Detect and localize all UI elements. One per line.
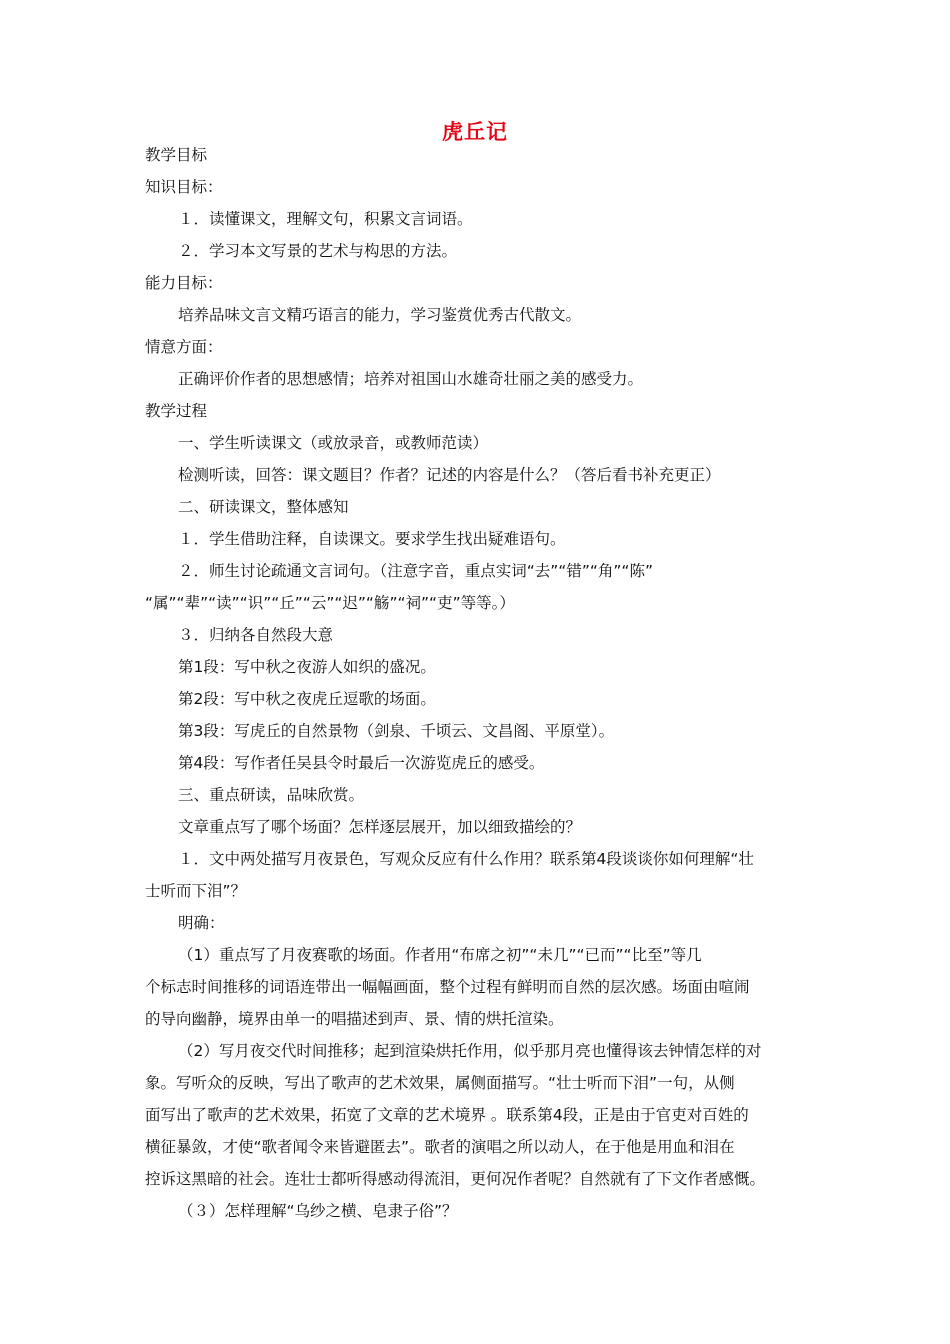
answer-2-line-2: 象。写听众的反映，写出了歌声的艺术效果，属侧面描写。“壮士听而下泪”一句，从侧 — [145, 1074, 735, 1092]
process-step-2-item-2-cont: “属”“辈”“读”“识”“丘”“云”“迟”“觞”“祠”“吏”等等。） — [145, 594, 515, 612]
process-step-3-question: 文章重点写了哪个场面？怎样逐层展开，加以细致描绘的？ — [178, 818, 582, 836]
process-step-3: 三、重点研读，品味欣赏。 — [178, 786, 365, 804]
paragraph-summary-1: 第1段：写中秋之夜游人如织的盛况。 — [178, 658, 436, 676]
heading-ability-goals: 能力目标： — [145, 274, 223, 292]
question-3: （３）怎样理解“乌纱之横、皂隶子俗”？ — [178, 1202, 458, 1220]
process-step-1-check: 检测听读，回答：课文题目？作者？记述的内容是什么？（答后看书补充更正） — [178, 466, 721, 484]
paragraph-summary-3: 第3段：写虎丘的自然景物（剑泉、千顷云、文昌阁、平原堂）。 — [178, 722, 615, 740]
heading-knowledge-goals: 知识目标： — [145, 178, 223, 196]
answer-2-line-3: 面写出了歌声的艺术效果，拓宽了文章的艺术境界 。联系第4段，正是由于官吏对百姓的 — [145, 1106, 749, 1124]
process-step-2-item-2: ２．师生讨论疏通文言词句。（注意字音，重点实词“去”“错”“角”“陈” — [178, 562, 653, 580]
process-step-2-item-1: １．学生借助注释，自读课文。要求学生找出疑难语句。 — [178, 530, 566, 548]
question-1: １．文中两处描写月夜景色，写观众反应有什么作用？联系第4段谈谈你如何理解“壮 — [178, 850, 754, 868]
emotion-goal-text: 正确评价作者的思想感情；培养对祖国山水雄奇壮丽之美的感受力。 — [178, 370, 644, 388]
paragraph-summary-2: 第2段：写中秋之夜虎丘逗歌的场面。 — [178, 690, 436, 708]
knowledge-goal-2: ２．学习本文写景的艺术与构思的方法。 — [178, 242, 458, 260]
document-title: 虎丘记 — [442, 120, 508, 144]
process-step-1: 一、学生听读课文（或放录音，或教师范读） — [178, 434, 489, 452]
answer-label: 明确： — [178, 914, 225, 932]
heading-teaching-process: 教学过程 — [145, 402, 208, 420]
answer-1-line-1: （1）重点写了月夜赛歌的场面。作者用“布席之初”“未几”“已而”“比至”等几 — [178, 946, 702, 964]
knowledge-goal-1: １．读懂课文，理解文句，积累文言词语。 — [178, 210, 473, 228]
process-step-2: 二、研读课文，整体感知 — [178, 498, 349, 516]
answer-2-line-4: 横征暴敛，才使“歌者闻令来皆避匿去”。歌者的演唱之所以动人，在于他是用血和泪在 — [145, 1138, 735, 1156]
ability-goal-text: 培养品味文言文精巧语言的能力，学习鉴赏优秀古代散文。 — [178, 306, 582, 324]
heading-emotion-goals: 情意方面： — [145, 338, 223, 356]
answer-2-line-5: 控诉这黑暗的社会。连壮士都听得感动得流泪，更何况作者呢？自然就有了下文作者感慨。 — [145, 1170, 766, 1188]
answer-2-line-1: （2）写月夜交代时间推移；起到渲染烘托作用，似乎那月亮也懂得该去钟情怎样的对 — [178, 1042, 762, 1060]
heading-teaching-goals: 教学目标 — [145, 146, 208, 164]
paragraph-summary-4: 第4段：写作者任吴县令时最后一次游览虎丘的感受。 — [178, 754, 545, 772]
answer-1-line-2: 个标志时间推移的词语连带出一幅幅画面，整个过程有鲜明而自然的层次感。场面由喧闹 — [145, 978, 750, 996]
answer-1-line-3: 的导向幽静，境界由单一的唱描述到声、景、情的烘托渲染。 — [145, 1010, 564, 1028]
question-1-cont: 士听而下泪”？ — [145, 882, 247, 900]
process-step-2-item-3: ３．归纳各自然段大意 — [178, 626, 334, 644]
